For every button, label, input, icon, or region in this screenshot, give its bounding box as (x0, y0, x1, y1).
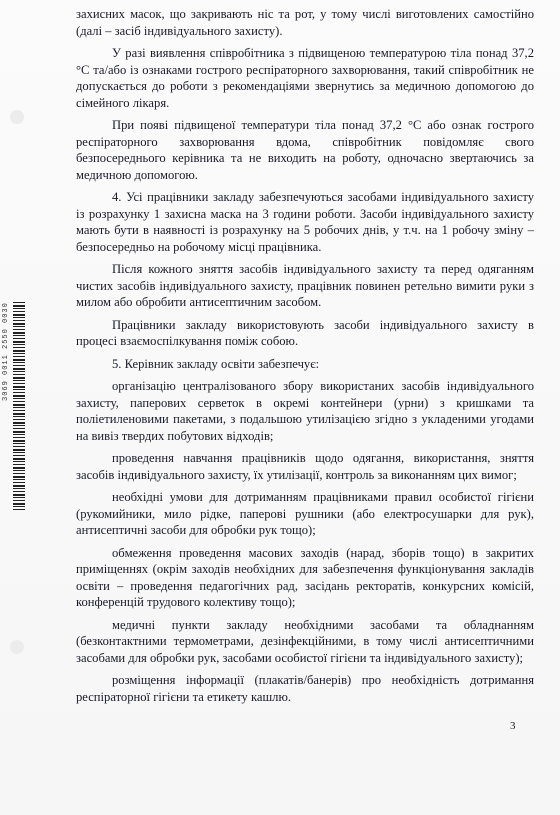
paragraph-information: розміщення інформації (плакатів/банерів) про необхідність дотримання респіраторної гігієни та етикету кашлю. (76, 673, 534, 704)
paragraph-hygiene-conditions: необхідні умови для дотриманням працівниками правил особистої гігієни (рукомийники, мило рідке, паперові рушники (або електросушарки для рук), антисептичні засоби для обробки рук тощо); (76, 490, 534, 537)
paragraph-training: проведення навчання працівників щодо одягання, використання, зняття засобів індивідуального захисту, їх утилізації, контроль за виконанням цих вимог; (76, 451, 534, 482)
paragraph-item-5-heading: 5. Керівник закладу освіти забезпечує: (112, 356, 320, 371)
paragraph-masks-continuation: захисних масок, що закривають ніс та рот, у тому числі виготовлених самостійно (далі – засіб індивідуального захисту). (76, 7, 534, 38)
side-barcode-number: 3069 0011 2550 0030 (2, 302, 10, 401)
paragraph-medical-points: медичні пункти закладу необхідними засобами та обладнанням (безконтактними термометрами, дезінфекційними, в тому числі антисептичними засобами для обробки рук, засобами особистої гігієни та індивідуального захисту); (76, 617, 534, 665)
paragraph-temperature-detected: У разі виявлення співробітника з підвищеною температурою тіла понад 37,2 °C та/або із ознаками гострого респіраторного захворювання, такий співробітник не допускається до роботи з рекомендаціями звернутись за медичною допомогою до сімейного лікаря. (76, 46, 534, 110)
paragraph-temperature-at-home: При появі підвищеної температури тіла понад 37,2 °C або ознак гострого респіраторного захворювання вдома, співробітник повідомляє свого безпосереднього керівника та не виходить на роботу, одночасно звертаючись за медичною допомогою. (76, 118, 534, 182)
side-barcode (2, 302, 28, 522)
paragraph-mass-events: обмеження проведення масових заходів (нарад, зборів тощо) в закритих приміщеннях (окрім заходів необхідних для забезпечення функціонування закладів освіти – проведення педагогічних рад, засідань ректоратів, конкурсних комісій, конференцій трудового колективу тощо); (76, 545, 534, 609)
paragraph-collection: організацію централізованого збору використаних засобів індивідуального захисту, паперових серветок в окремі контейнери (урни) з кришками та поліетиленовими пакетами, з подальшою утилізацією згідно з укладеними угодами на вивіз твердих побутових відходів; (76, 379, 534, 443)
paragraph-ppe-use: Працівники закладу використовують засоби індивідуального захисту в процесі взаємоспілкування поміж собою. (76, 317, 534, 348)
paragraph-hand-hygiene: Після кожного зняття засобів індивідуального захисту та перед одяганням чистих засобів індивідуального захисту, працівник повинен ретельно вимити руки з милом або обробити антисептичним засобом. (76, 262, 534, 309)
barcode-icon (13, 302, 25, 512)
binder-hole-top (10, 110, 24, 124)
page-number: 3 (510, 720, 516, 732)
document-body (76, 6, 534, 711)
paragraph-item-4-ppe: 4. Усі працівники закладу забезпечуються засобами індивідуального захисту із розрахунку 1 захисна маска на 3 години роботи. Засоби індивідуального захисту мають бути в наявності із розрахунку на 5 робочих днів, у т.ч. на 1 робочу зміну – безпосередньо на робочому місці працівника. (76, 190, 534, 254)
binder-hole-bottom (10, 640, 24, 654)
